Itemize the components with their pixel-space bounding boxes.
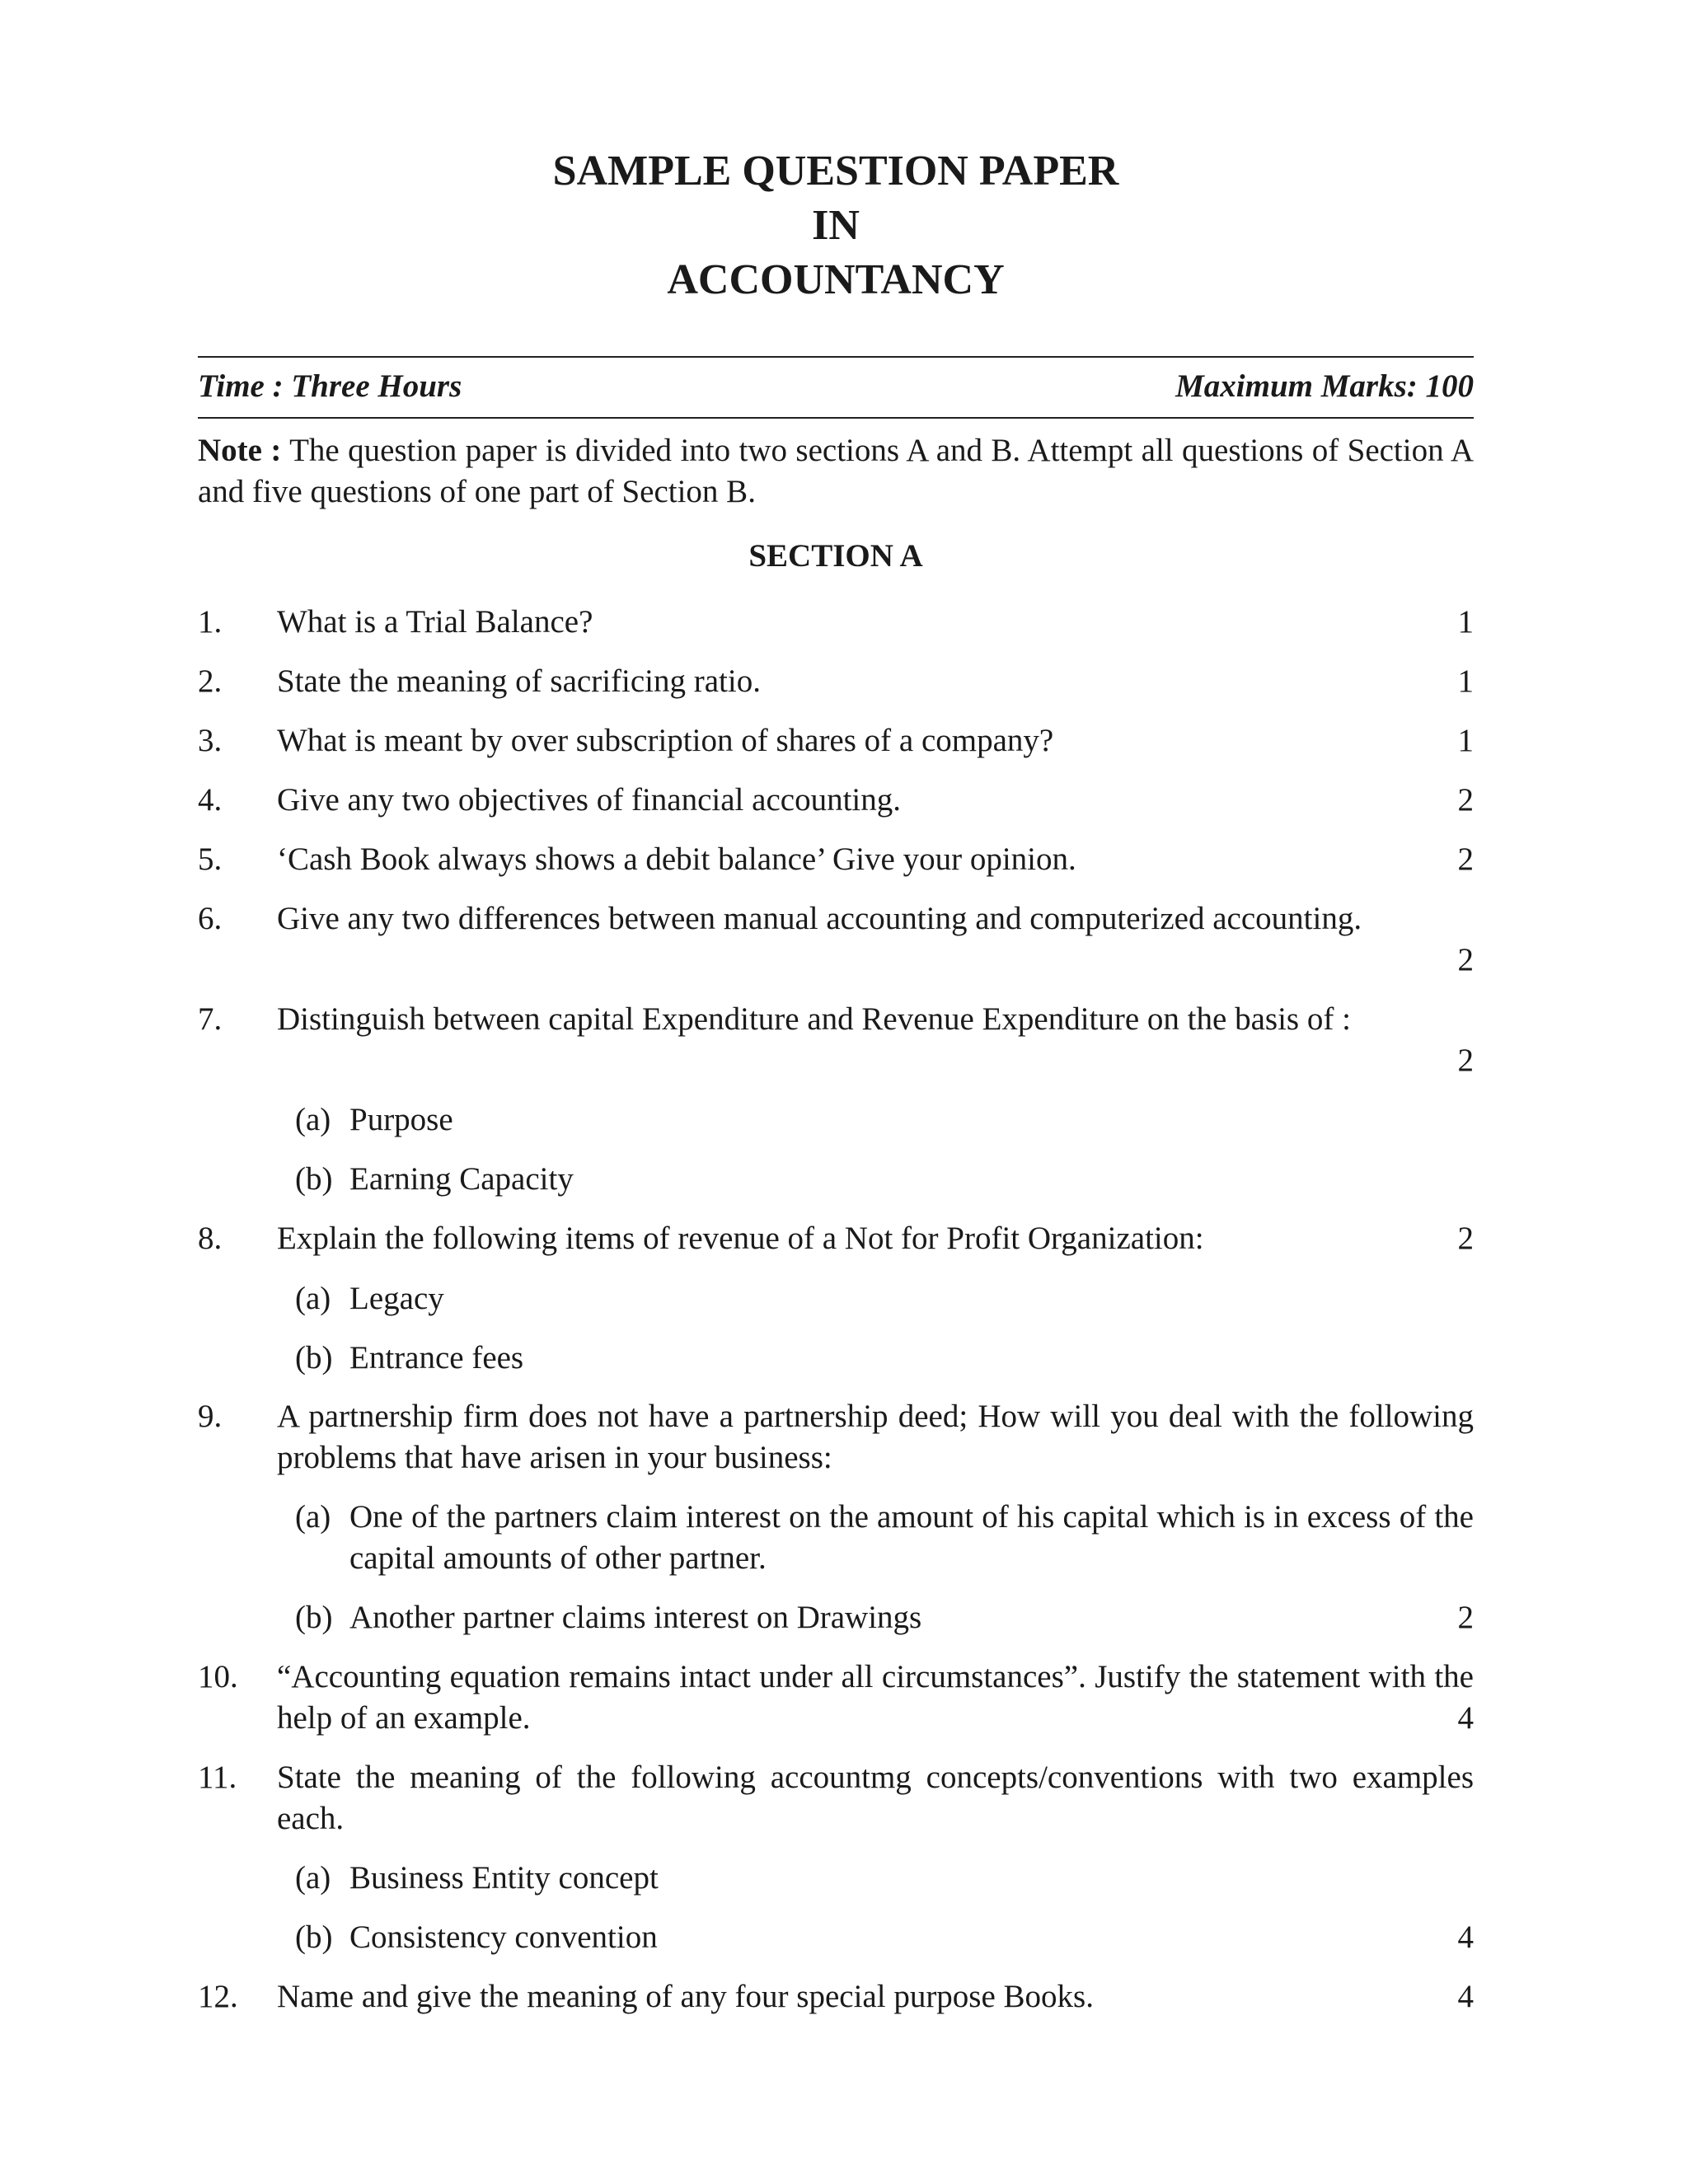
sub-question-label: (a) <box>295 1281 331 1316</box>
question-number: 11. <box>198 1760 237 1795</box>
sub-question-text: Purpose <box>349 1102 453 1137</box>
question-number: 3. <box>198 723 223 758</box>
section-heading: SECTION A <box>748 538 923 574</box>
sub-question-text: One of the partners claim interest on the amount of his capital which is in excess of the capital amounts of other partner. <box>349 1499 1474 1576</box>
question-text: State the meaning of the following accountmg concepts/conventions with two examples each. <box>277 1760 1474 1836</box>
question-number: 6. <box>198 901 223 936</box>
question-marks: 1 <box>1457 604 1474 640</box>
header-bottom-rule <box>198 417 1474 419</box>
sub-question-text: Earning Capacity <box>349 1161 574 1197</box>
question-marks: 1 <box>1457 723 1474 758</box>
question-number: 10. <box>198 1659 238 1694</box>
question-text: State the meaning of sacrificing ratio. <box>277 663 761 699</box>
instructions-note <box>198 430 1474 513</box>
question-number: 8. <box>198 1221 223 1256</box>
question-text: Distinguish between capital Expenditure and Revenue Expenditure on the basis of : <box>277 1001 1351 1037</box>
note-label: Note : <box>198 433 282 468</box>
question-marks: 2 <box>1457 782 1474 818</box>
question-text: “Accounting equation remains intact under all circumstances”. Justify the statement with the help of an example. <box>277 1659 1474 1736</box>
question-text: What is meant by over subscription of shares of a company? <box>277 723 1054 758</box>
question-text: What is a Trial Balance? <box>277 604 593 640</box>
question-number: 1. <box>198 604 223 640</box>
sub-question-label: (a) <box>295 1860 331 1896</box>
question-marks: 4 <box>1457 1979 1474 2014</box>
question-marks: 1 <box>1457 663 1474 699</box>
question-number: 7. <box>198 1001 223 1037</box>
question-text: Name and give the meaning of any four special purpose Books. <box>277 1979 1094 2014</box>
sub-question-label: (b) <box>295 1340 333 1376</box>
question-text: Give any two objectives of financial accounting. <box>277 782 901 818</box>
sub-question-marks: 2 <box>1457 1600 1474 1635</box>
question-marks: 2 <box>1457 841 1474 877</box>
question-number: 9. <box>198 1399 223 1434</box>
question-text: Give any two differences between manual accounting and computerized accounting. <box>277 901 1362 936</box>
maximum-marks: Maximum Marks: 100 <box>1175 368 1474 404</box>
paper-title-line-2: IN <box>812 202 860 249</box>
sub-question-text: Consistency convention <box>349 1919 658 1955</box>
sub-question-marks: 4 <box>1457 1919 1474 1955</box>
question-number: 5. <box>198 841 223 877</box>
sub-question-text: Another partner claims interest on Drawings <box>349 1600 922 1635</box>
question-number: 4. <box>198 782 223 818</box>
question-text: A partnership firm does not have a partnership deed; How will you deal with the following problems that have arisen in your business: <box>277 1399 1474 1475</box>
sub-question-text: Entrance fees <box>349 1340 524 1376</box>
sub-question-label: (a) <box>295 1499 331 1535</box>
question-text: Explain the following items of revenue of a Not for Profit Organization: <box>277 1221 1204 1256</box>
sub-question-label: (b) <box>295 1161 333 1197</box>
question-text: ‘Cash Book always shows a debit balance’ Give your opinion. <box>277 841 1076 877</box>
question-marks: 4 <box>1457 1700 1474 1736</box>
question-number: 2. <box>198 663 223 699</box>
question-paper-page <box>198 0 1474 2184</box>
question-number: 12. <box>198 1979 238 2014</box>
note-text: The question paper is divided into two sections A and B. Attempt all questions of Section A and five questions of one part of Section B. <box>198 433 1475 509</box>
question-marks: 2 <box>1457 1043 1474 1078</box>
paper-title-line-1: SAMPLE QUESTION PAPER <box>552 148 1119 194</box>
time-allowed: Time : Three Hours <box>198 368 462 404</box>
sub-question-label: (b) <box>295 1600 333 1635</box>
question-marks: 2 <box>1457 942 1474 977</box>
sub-question-text: Business Entity concept <box>349 1860 659 1896</box>
paper-title-line-3: ACCOUNTANCY <box>667 256 1005 303</box>
sub-question-text: Legacy <box>349 1281 444 1316</box>
sub-question-label: (a) <box>295 1102 331 1137</box>
question-marks: 2 <box>1457 1221 1474 1256</box>
sub-question-label: (b) <box>295 1919 333 1955</box>
header-top-rule <box>198 356 1474 358</box>
